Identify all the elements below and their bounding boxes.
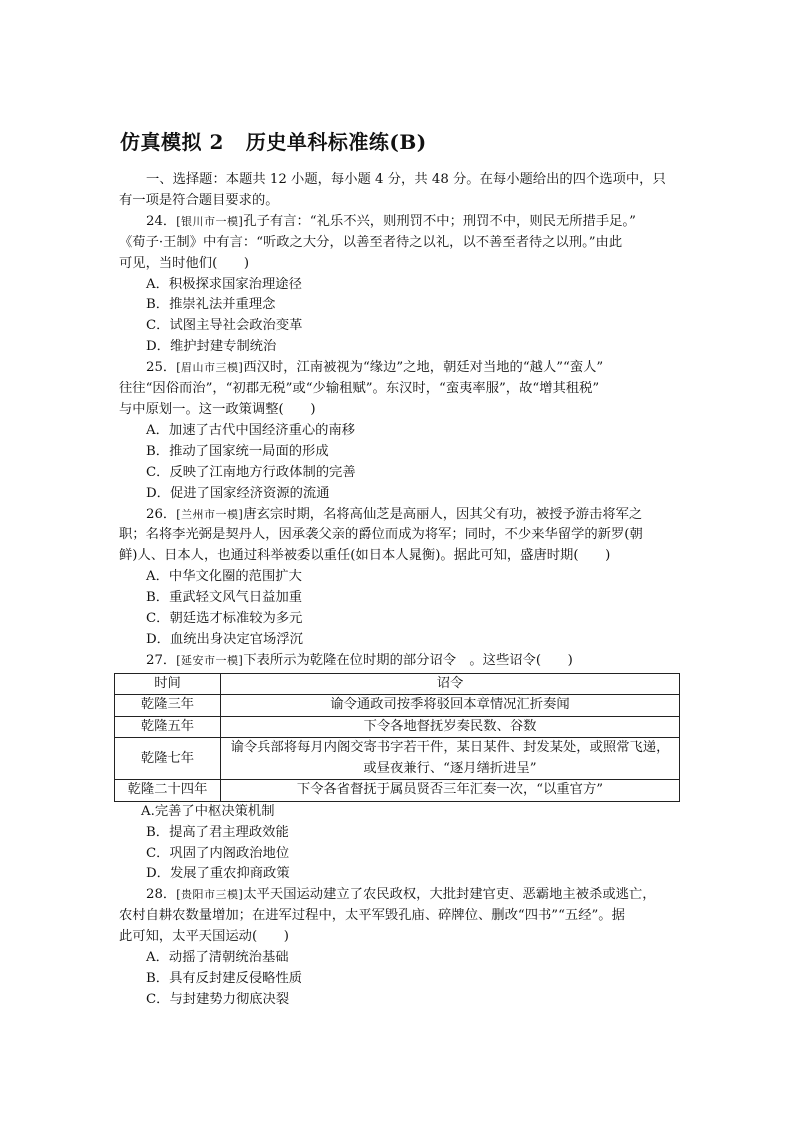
- question-source: [延安市一模]: [176, 653, 244, 667]
- table-cell: 乾隆二十四年: [115, 780, 221, 802]
- stem-line: 太平天国运动建立了农民政权，大批封建官吏、恶霸地主被杀或逃亡，: [243, 887, 656, 903]
- stem-line: 往往“因俗而治”，“初郡无税”或“少输租赋”。东汉时，“蛮夷率服”，故“增其租税”: [119, 381, 600, 397]
- option-b[interactable]: B．推崇礼法并重理念: [146, 297, 276, 313]
- option-c[interactable]: C．朝廷选才标准较为多元: [146, 611, 303, 627]
- option-a[interactable]: A．动摇了清朝统治基础: [146, 950, 289, 966]
- question-number: 28．: [146, 887, 177, 903]
- question-source: [兰州市一模]: [176, 507, 244, 521]
- option-c[interactable]: C．反映了江南地方行政体制的完善: [146, 464, 356, 480]
- page-title: [120, 126, 427, 155]
- question-28: [119, 885, 684, 1010]
- question-stem: [119, 358, 684, 379]
- question-stem: [119, 885, 684, 906]
- instructions-line2: 有一项是符合题目要求的。: [119, 192, 279, 208]
- option-a[interactable]: A．积极探求国家治理途径: [146, 276, 302, 292]
- stem-line: 孔子有言：“礼乐不兴，则刑罚不中；刑罚不中，则民无所措手足。”: [243, 213, 636, 229]
- stem-line: 可见，当时他们( ): [119, 255, 250, 271]
- option-b[interactable]: B．重武轻文风气日益加重: [146, 590, 303, 606]
- option-d[interactable]: D．促进了国家经济资源的流通: [146, 485, 330, 501]
- table-cell: 下令各地督抚岁奏民数、谷数: [221, 716, 680, 738]
- table-cell: 乾隆五年: [115, 716, 221, 738]
- stem-line: 下表所示为乾隆在位时期的部分诏令 。这些诏令( ): [243, 652, 573, 668]
- question-number: 25．: [146, 360, 177, 376]
- table-row: [115, 780, 680, 802]
- question-stem: [119, 651, 684, 672]
- option-d[interactable]: D．血统出身决定官场浮沉: [146, 631, 303, 647]
- table-row: [115, 695, 680, 717]
- table-cell: 乾隆七年: [115, 738, 221, 780]
- option-c[interactable]: C．与封建势力彻底决裂: [146, 991, 290, 1007]
- option-d[interactable]: D．发展了重农抑商政策: [146, 866, 290, 882]
- table-cell: 谕令兵部将每月内阁交寄书字若干件，某日某件、封发某处，或照常飞递，或昼夜兼行、“逐月缮折进呈”: [221, 738, 680, 780]
- stem-line: 唐玄宗时期，名将高仙芝是高丽人，因其父有功，被授予游击将军之: [243, 506, 643, 522]
- question-source: [银川市一模]: [176, 214, 244, 228]
- question-source: [眉山市三模]: [176, 361, 244, 375]
- table-row: [115, 738, 680, 780]
- table-cell: 谕令通政司按季将驳回本章情况汇折奏闻: [221, 695, 680, 717]
- question-24: [119, 212, 684, 358]
- option-c[interactable]: C．巩固了内阁政治地位: [146, 845, 290, 861]
- table-header-row: [115, 673, 680, 695]
- title-part2: 历史单科标准练(B): [245, 130, 427, 154]
- question-27: [119, 651, 684, 886]
- option-b[interactable]: B．推动了国家统一局面的形成: [146, 443, 329, 459]
- question-26: [119, 505, 684, 651]
- option-b[interactable]: B．提高了君主理政效能: [146, 824, 289, 840]
- stem-line: 鲜)人、日本人，也通过科举被委以重任(如日本人晁衡)。据此可知，盛唐时期( ): [119, 548, 611, 564]
- stem-line: 与中原划一。这一政策调整( ): [119, 401, 316, 417]
- question-stem: [119, 212, 684, 233]
- table-cell: 下令各省督抚于属员贤否三年汇奏一次，“以重官方”: [221, 780, 680, 802]
- table-header-cell: 时间: [115, 673, 221, 695]
- stem-line: 《荀子·王制》中有言：“听政之大分，以善至者待之以礼，以不善至者待之以刑。”由此: [119, 234, 623, 250]
- table-header-cell: 诏令: [221, 673, 680, 695]
- question-number: 26．: [146, 506, 177, 522]
- table-cell: 乾隆三年: [115, 695, 221, 717]
- stem-line: 此可知，太平天国运动( ): [119, 929, 289, 945]
- question-source: [贵阳市三模]: [176, 888, 244, 902]
- question-stem: [119, 505, 684, 526]
- stem-line: 职；名将李光弼是契丹人，因承袭父亲的爵位而成为将军；同时，不少来华留学的新罗(朝: [119, 527, 643, 543]
- question-number: 24．: [146, 213, 177, 229]
- table-row: [115, 716, 680, 738]
- option-d[interactable]: D．维护封建专制统治: [146, 339, 277, 355]
- stem-line: 农村自耕农数量增加；在进军过程中，太平军毁孔庙、碎牌位、删改“四书”“五经”。据: [119, 908, 625, 924]
- title-part1: 仿真模拟 2: [120, 130, 224, 154]
- edict-table: [114, 673, 680, 802]
- option-a[interactable]: A.完善了中枢决策机制: [141, 803, 275, 819]
- question-number: 27．: [146, 652, 177, 668]
- question-25: [119, 358, 684, 504]
- option-b[interactable]: B．具有反封建反侵略性质: [146, 971, 303, 986]
- instructions-line1: 一、选择题：本题共 12 小题，每小题 4 分，共 48 分。在每小题给出的四个选项中，只: [146, 172, 666, 187]
- option-a[interactable]: A．加速了古代中国经济重心的南移: [146, 422, 356, 438]
- stem-line: 西汉时，江南被视为“缘边”之地，朝廷对当地的“越人”“蛮人”: [243, 360, 604, 376]
- option-a[interactable]: A．中华文化圈的范围扩大: [146, 569, 302, 585]
- exam-content: [119, 170, 684, 1011]
- option-c[interactable]: C．试图主导社会政治变革: [146, 318, 303, 334]
